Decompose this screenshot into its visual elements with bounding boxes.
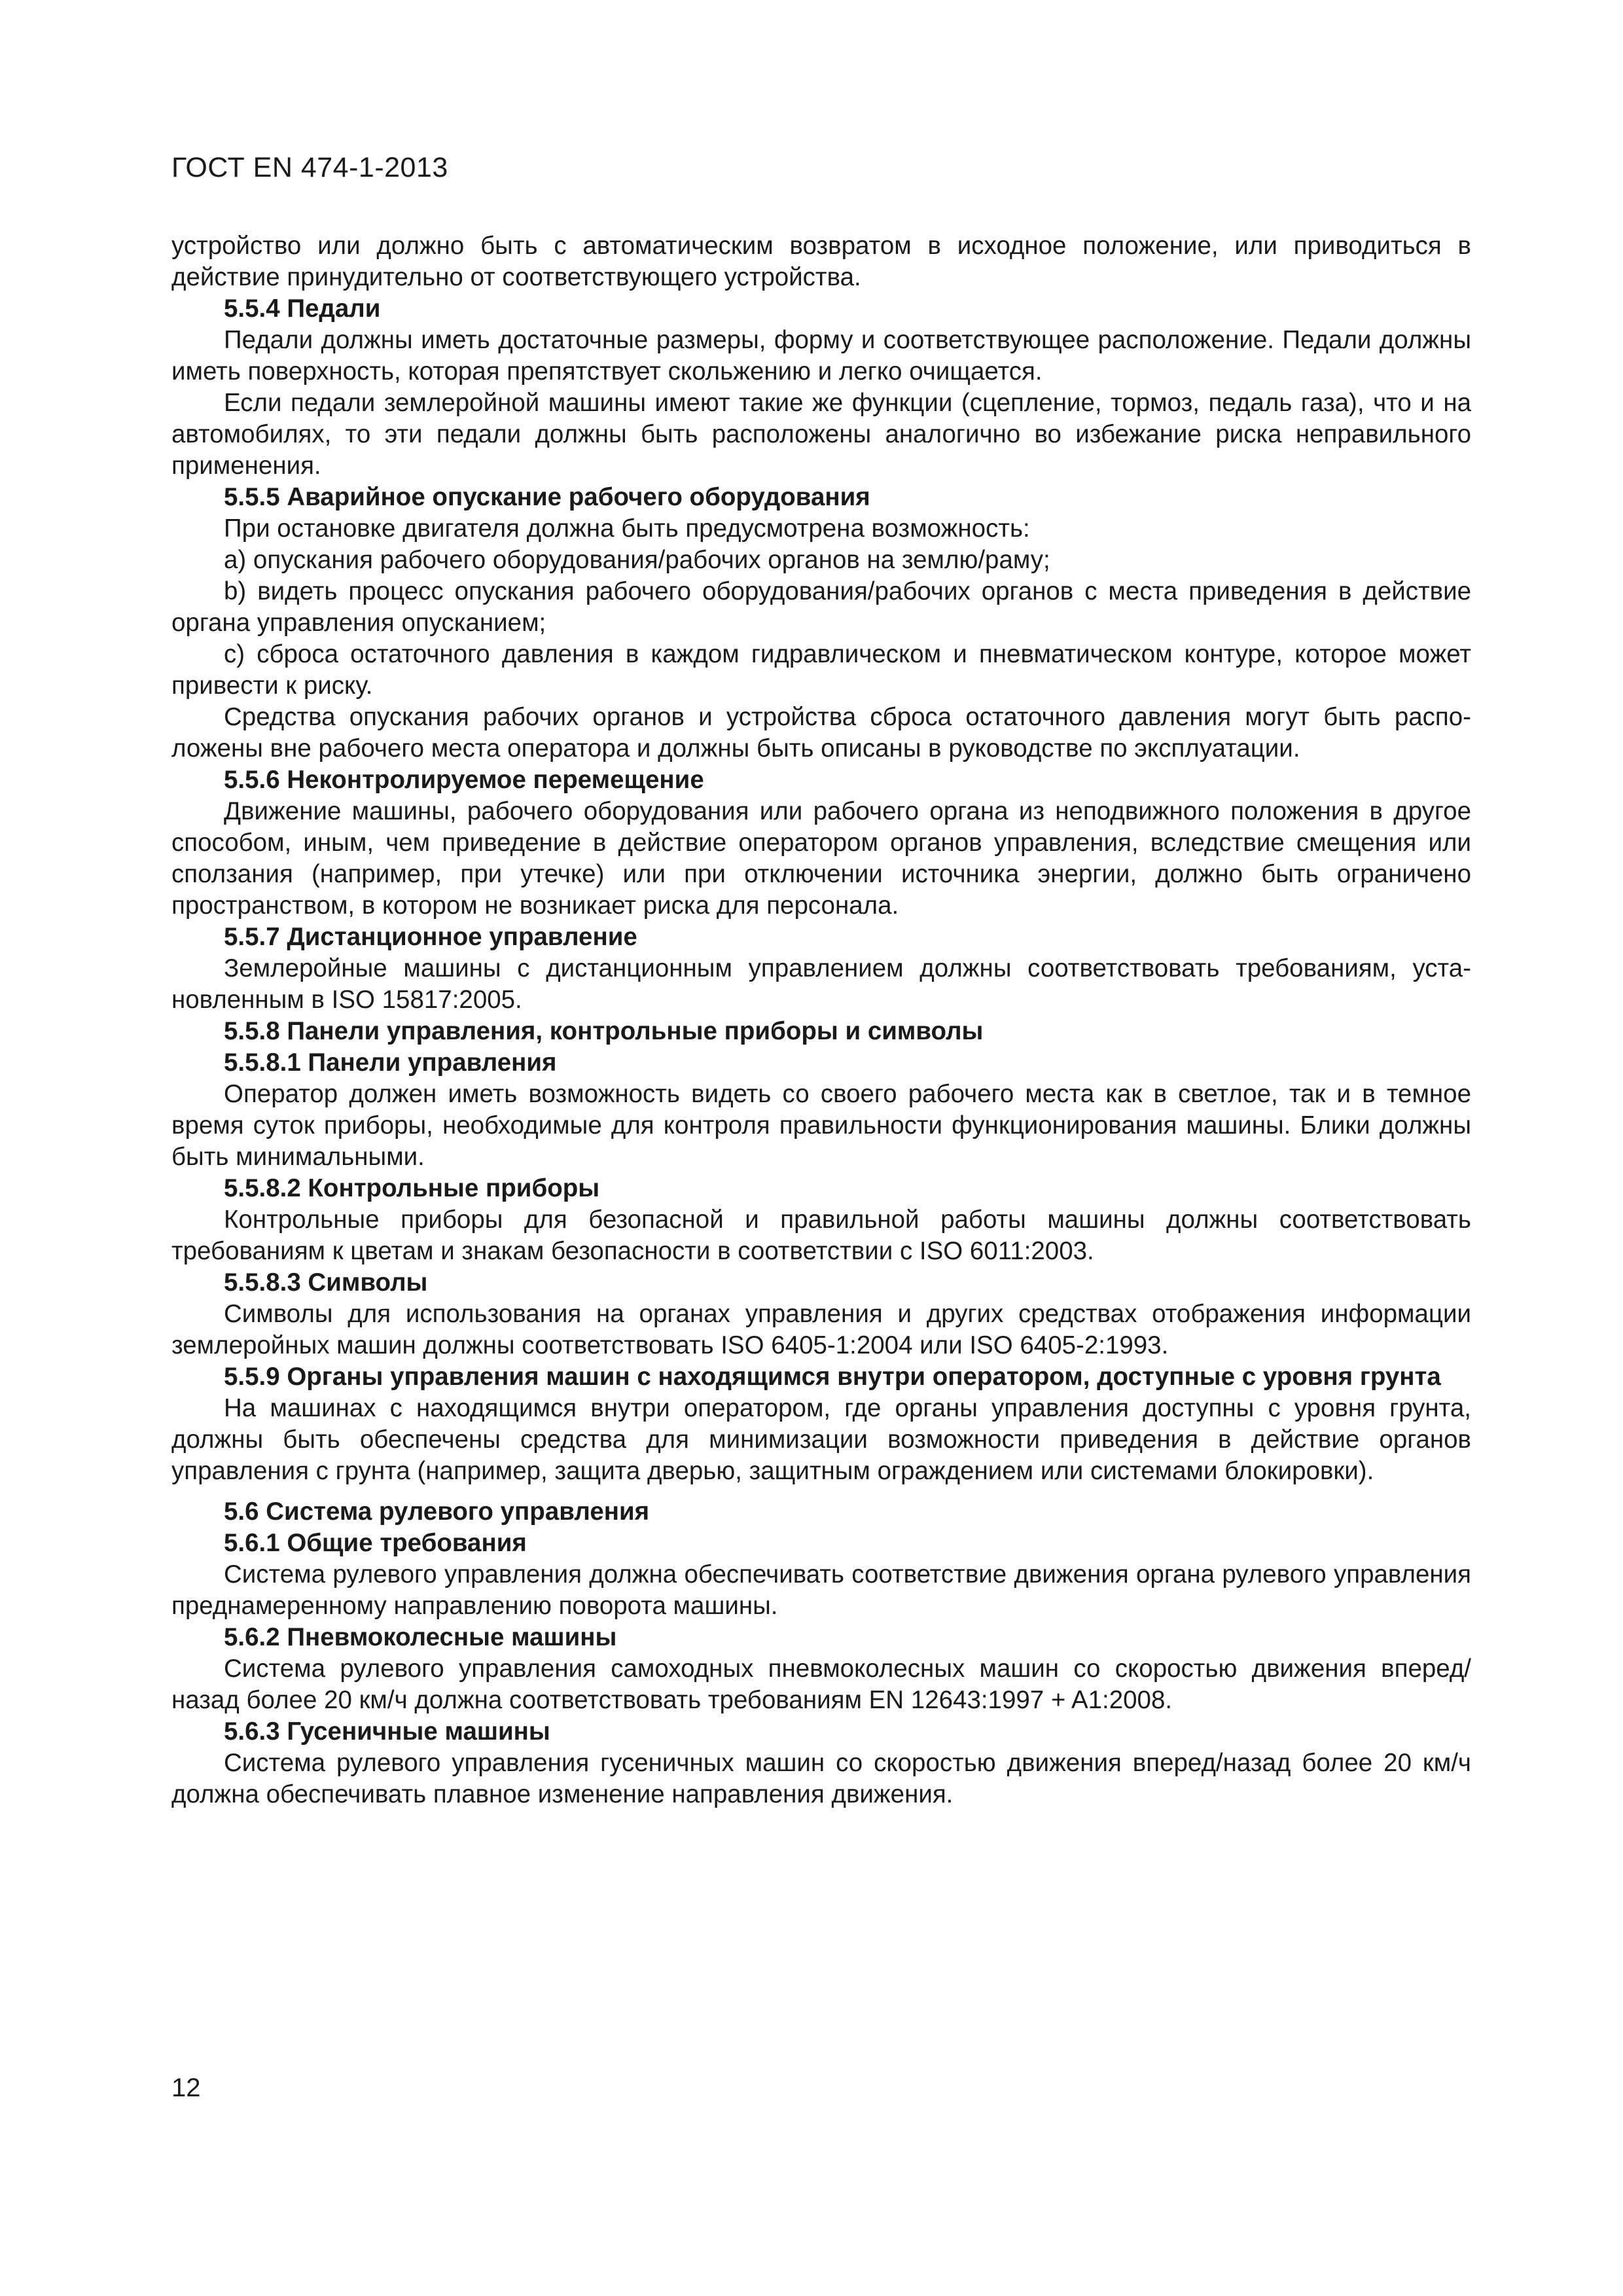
paragraph: При остановке двигателя должна быть предусмотрена возможность: bbox=[224, 514, 1030, 543]
paragraph: Символы для использования на органах управления и других средствах отображения информации землеройных машин должны соответствовать ISO 6405-1:2004 или ISO 6405-2:1993. bbox=[171, 1300, 1471, 1359]
paragraph: На машинах с находящимся внутри оператором, где органы управления доступны с уровня грунта, должны быть обеспечены средства для минимизации возможности приведения в действие органов управления с грунта (например, защита дверью, защитным ограждением или системами блокировки). bbox=[171, 1394, 1471, 1485]
paragraph: Система рулевого управления самоходных пневмоколесных машин со скоростью движения вперед/ назад более 20 км/ч должна соответствовать требованиям EN 12643:1997 + A1:2008. bbox=[171, 1655, 1471, 1714]
section-heading: 5.5.8.1 Панели управления bbox=[224, 1049, 557, 1077]
section-heading: 5.5.8.3 Символы bbox=[224, 1268, 428, 1297]
paragraph: Оператор должен иметь возможность видеть со своего рабочего места как в светлое, так и в темное время суток приборы, необходимые для контроля правильности функционирования машины. Блики должны быть минимальными. bbox=[171, 1080, 1471, 1171]
section-heading: 5.6.2 Пневмоколесные машины bbox=[224, 1623, 617, 1651]
section-heading: 5.5.5 Аварийное опускание рабочего оборудования bbox=[224, 483, 870, 511]
paragraph: Педали должны иметь достаточные размеры, форму и соответствующее расположение. Педали должны иметь поверхность, которая препятствует скольжению и легко очищается. bbox=[171, 326, 1471, 386]
paragraph: устройство или должно быть с автоматическим возвратом в исходное положение, или приводиться в действие принудительно от соответствующего устройства. bbox=[171, 232, 1471, 291]
paragraph: c) сброса остаточного давления в каждом гидравлическом и пневматическом контуре, которое может привести к риску. bbox=[171, 640, 1471, 700]
section-heading: 5.6 Система рулевого управления bbox=[224, 1498, 650, 1526]
paragraph: Система рулевого управления гусеничных машин со скоростью движения вперед/назад более 20 км/ч должна обеспечивать плавное изменение направления движения. bbox=[171, 1749, 1471, 1808]
paragraph: Система рулевого управления должна обеспечивать соответствие движения органа рулевого управления преднамеренному направлению поворота машины. bbox=[171, 1560, 1471, 1620]
paragraph: Движение машины, рабочего оборудования или рабочего органа из неподвижного положения в другое способом, иным, чем приведение в действие оператором органов управления, вследствие смещения или сползания (например, при утечке) или при отключении источника энергии, должно быть ограничено пространством, в котором не возникает риска для персонала. bbox=[171, 797, 1471, 920]
section-heading: 5.5.4 Педали bbox=[224, 295, 381, 323]
section-heading: 5.5.9 Органы управления машин с находящимся внутри оператором, доступные с уровня грунта bbox=[224, 1363, 1441, 1391]
paragraph: а) опускания рабочего оборудования/рабочих органов на землю/раму; bbox=[224, 546, 1050, 574]
page-number: 12 bbox=[171, 2073, 201, 2102]
document-code: ГОСТ EN 474-1-2013 bbox=[171, 152, 448, 183]
paragraph: Если педали землеройной машины имеют такие же функции (сцепление, тормоз, педаль газа), что и на автомобилях, то эти педали должны быть расположены аналогично во избежание риска неправильного применения. bbox=[171, 389, 1471, 480]
section-heading: 5.6.3 Гусеничные машины bbox=[224, 1717, 550, 1746]
paragraph: Средства опускания рабочих органов и устройства сброса остаточного давления могут быть расположены вне рабочего места оператора и должны быть описаны в руководстве по эксплуатации. bbox=[171, 703, 1471, 762]
paragraph: b) видеть процесс опускания рабочего оборудования/рабочих органов с места приведения в действие органа управления опусканием; bbox=[171, 577, 1471, 637]
document-body bbox=[171, 230, 1471, 1810]
section-heading: 5.5.6 Неконтролируемое перемещение bbox=[224, 766, 704, 794]
section-heading: 5.6.1 Общие требования bbox=[224, 1529, 527, 1557]
section-heading: 5.5.8 Панели управления, контрольные приборы и символы bbox=[224, 1017, 984, 1045]
paragraph: Контрольные приборы для безопасной и правильной работы машины должны соответствовать требованиям к цветам и знакам безопасности в соответствии с ISO 6011:2003. bbox=[171, 1206, 1471, 1265]
section-heading: 5.5.7 Дистанционное управление bbox=[224, 923, 637, 951]
section-heading: 5.5.8.2 Контрольные приборы bbox=[224, 1174, 600, 1202]
paragraph: Землеройные машины с дистанционным управлением должны соответствовать требованиям, установленным в ISO 15817:2005. bbox=[171, 954, 1471, 1014]
